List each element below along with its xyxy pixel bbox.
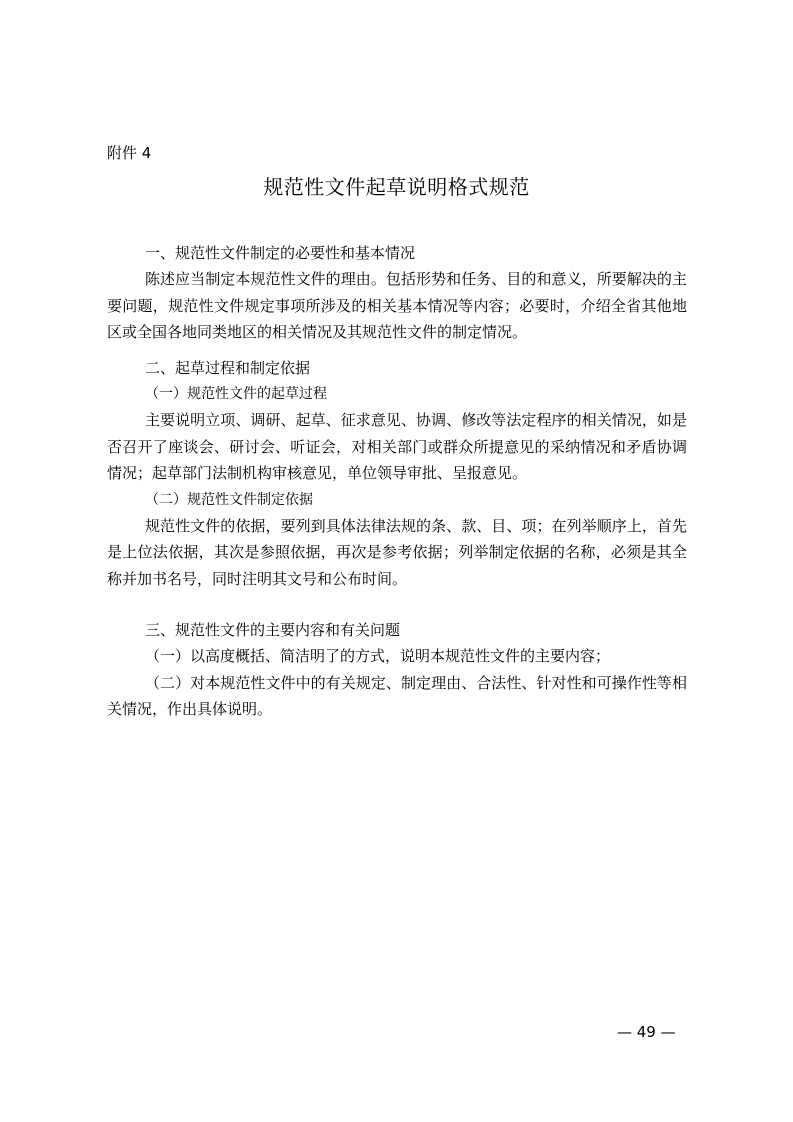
section-2-heading: 二、起草过程和制定依据: [145, 359, 311, 377]
section-3-item-1: （一）以高度概括、简洁明了的方式，说明本规范性文件的主要内容；: [145, 647, 611, 665]
section-2: [107, 355, 687, 592]
section-3: [107, 617, 687, 723]
section-2-sub-2-paragraph: 规范性文件的依据，要列到具体法律法规的条、款、目、项；在列举顺序上，首先是上位法依据，其次是参照依据，再次是参考依据；列举制定依据的名称，必须是其全称并加书名号，同时注明其文号和公布时间。: [107, 516, 687, 588]
attachment-label: 附件 4: [107, 144, 152, 162]
section-1-paragraph: 陈述应当制定本规范性文件的理由。包括形势和任务、目的和意义，所要解决的主要问题，规范性文件规定事项所涉及的相关基本情况等内容；必要时，介绍全省其他地区或全国各地同类地区的相关情况及其规范性文件的制定情况。: [107, 270, 687, 341]
section-3-heading: 三、规范性文件的主要内容和有关问题: [145, 621, 401, 639]
section-2-sub-1-heading: （一）规范性文件的起草过程: [145, 386, 327, 402]
section-1: [107, 240, 687, 346]
document-title: 规范性文件起草说明格式规范: [263, 175, 530, 199]
section-1-heading: 一、规范性文件制定的必要性和基本情况: [145, 244, 416, 262]
section-3-item-2: （二）对本规范性文件中的有关规定、制定理由、合法性、针对性和可操作性等相关情况，作出具体说明。: [107, 673, 687, 718]
section-2-sub-1-paragraph: 主要说明立项、调研、起草、征求意见、协调、修改等法定程序的相关情况，如是否召开了座谈会、研讨会、听证会，对相关部门或群众所提意见的采纳情况和矛盾协调情况；起草部门法制机构审核意见，单位领导审批、呈报意见。: [107, 411, 687, 482]
page-number: — 49 —: [617, 1023, 676, 1041]
section-2-sub-2-heading: （二）规范性文件制定依据: [145, 491, 313, 508]
